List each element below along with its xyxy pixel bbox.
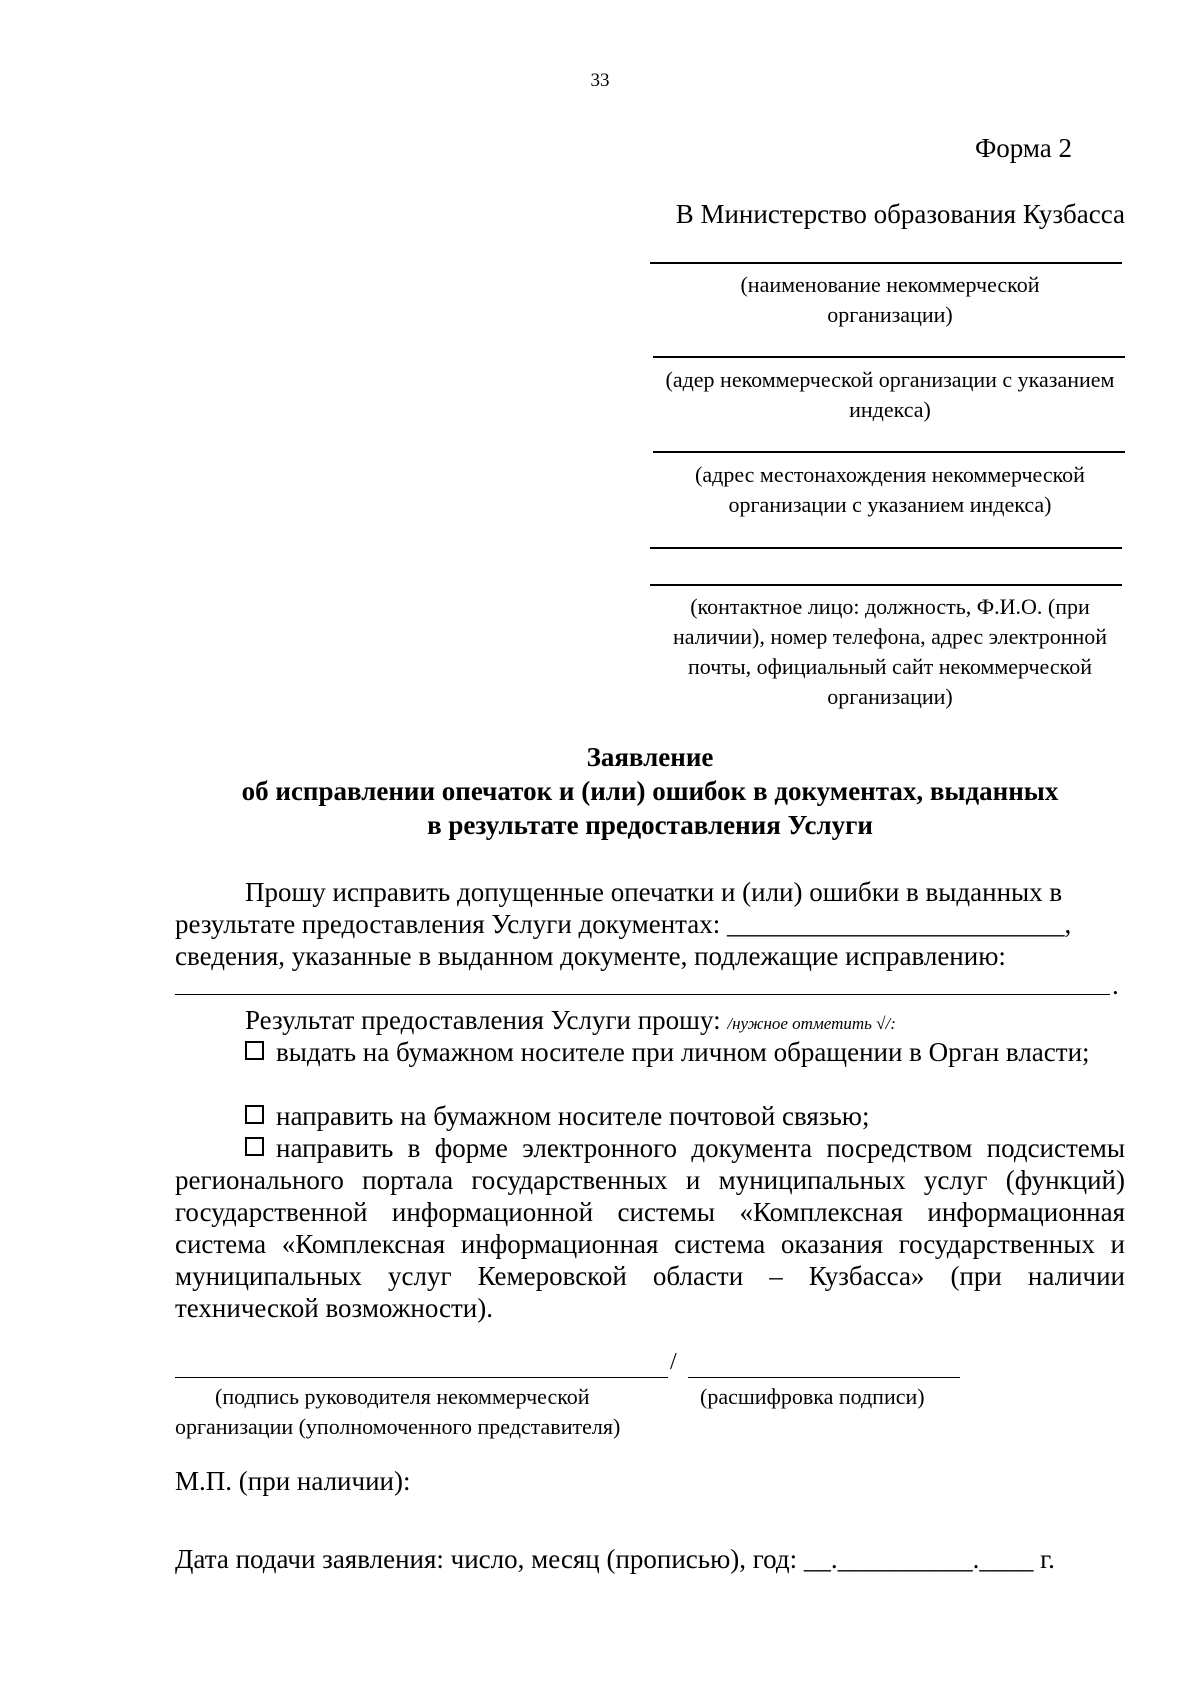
signature-hint: (подпись руководителя некоммерческой организации (уполномоченного представителя) — [175, 1384, 621, 1439]
correction-line — [175, 994, 1110, 995]
correction-line-period: . — [1112, 970, 1119, 1000]
option-3-text: направить в форме электронного документа посредством подсистемы регионального портала государственных и муниципальных услуг (функций) государственной информационной системы «Комплексная информационная система «Комплексная информационная система оказания государственных и муниципальных услуг Кемеровской области – Кузбасса» (при наличии технической возможности). — [175, 1133, 1125, 1323]
decryption-line — [688, 1377, 960, 1378]
decryption-hint: (расшифровка подписи) — [700, 1384, 925, 1409]
contact-hint: (контактное лицо: должность, Ф.И.О. (при наличии), номер телефона, адрес электронной почты, официальный сайт некоммерческой организации) — [672, 594, 1108, 709]
option-3 — [175, 1132, 1125, 1324]
org-name-line — [650, 262, 1122, 264]
org-address-hint: (адер некоммерческой организации с указанием индекса) — [665, 367, 1115, 422]
option-3-checkbox[interactable] — [245, 1137, 264, 1156]
result-intro-text: Результат предоставления Услуги прошу: — [245, 1005, 728, 1035]
signature-separator: / — [670, 1349, 677, 1375]
signature-line — [175, 1377, 668, 1378]
option-1 — [175, 1036, 1125, 1068]
form-label: Форма 2 — [974, 133, 1072, 163]
request-line-3: сведения, указанные в выданном документе, подлежащие исправлению: — [175, 941, 1006, 971]
result-intro — [175, 1004, 1125, 1040]
result-note: /нужное отметить √/: — [727, 1014, 896, 1033]
org-address-line — [653, 356, 1125, 358]
option-2-checkbox[interactable] — [245, 1105, 264, 1124]
org-location-line — [653, 451, 1125, 453]
title-line-3: в результате предоставления Услуги — [427, 810, 873, 840]
recipient: В Министерство образования Кузбасса — [675, 199, 1125, 229]
title-line-1: Заявление — [586, 742, 714, 772]
request-line-2: результате предоставления Услуги документах: _________________________, — [175, 909, 1072, 939]
contact-line-1 — [650, 547, 1122, 549]
option-2 — [175, 1100, 1125, 1132]
page-number: 33 — [590, 70, 610, 91]
request-line-1: Прошу исправить допущенные опечатки и (или) ошибки в выданных в — [245, 877, 1063, 907]
org-location-hint: (адрес местонахождения некоммерческой организации с указанием индекса) — [695, 462, 1085, 517]
contact-line-2 — [650, 584, 1122, 586]
option-2-text: направить на бумажном носителе почтовой связью; — [276, 1101, 870, 1131]
option-1-checkbox[interactable] — [245, 1041, 264, 1060]
submission-date: Дата подачи заявления: число, месяц (прописью), год: __.__________.____ г. — [175, 1544, 1055, 1574]
org-name-hint: (наименование некоммерческой организации) — [740, 272, 1040, 327]
title-line-2: об исправлении опечаток и (или) ошибок в документах, выданных — [241, 776, 1059, 806]
option-1-text: выдать на бумажном носителе при личном обращении в Орган власти; — [276, 1037, 1090, 1067]
stamp-label: М.П. (при наличии): — [175, 1466, 411, 1496]
document-title — [175, 740, 1125, 842]
